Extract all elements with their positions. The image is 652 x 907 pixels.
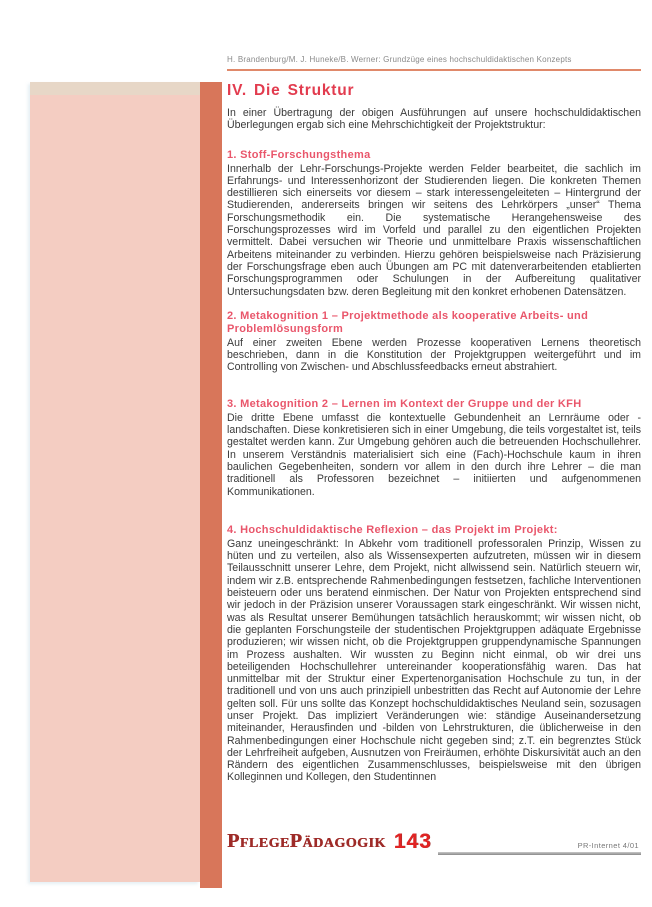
journal-logo [227, 828, 438, 855]
section-4-body: Ganz uneingeschränkt: In Abkehr vom traditionell professoralen Prinzip, Wissen zu hüten und zu verteilen, also als Wissensexperten aufzutreten, müssen wir in diesem Teilausschnitt unserer Lehre, dem Projekt, nicht allwissend sein. Natürlich steuern wir, indem wir z.B. entsprechende Rahmenbedingungen festsetzen, fachliche Interventionen beisteuern oder uns beratend einmischen. Der Natur von Projekten entsprechend sind wir jedoch in der Präzision unserer Voraussagen stark eingeschränkt. Wir wissen nicht, was als Resultat unserer Bemühungen tatsächlich herauskommt; wir wissen nicht, ob die geplanten Forschungsteile der studentischen Projektgruppen adäquate Ergebnisse produzieren; wir wissen nicht, ob die Projektgruppen gruppendynamische Spannungen im Prozess aushalten. Wir wussten zu Beginn nicht einmal, ob wir drei uns beteiligenden Hochschullehrer untereinander kooperationsfähig waren. Das hat unmittelbar mit der Struktur einer Expertenorganisation Hochschule zu tun, in der traditionell und von uns auch prinzipiell unbestritten das Recht auf Autonomie der Lehre gelten soll. Für uns sollte das Konzept hochschuldidaktisches Neuland sein, sozusagen unser Projekt. Das impliziert Veränderungen wie: ständige Auseinandersetzung miteinander, Herausfinden und -bilden von Lehrstrukturen, die üblicherweise in den Rahmenbedingungen einer Hochschule nicht gegeben sind; z.T. ein begrenztes Stück der Lehrfreiheit aufgeben, Ausnutzen von Freiräumen, erhöhte Diskursivität auch an den Rändern des eigentlichen Zusammenschlusses, beispielsweise mit den übrigen Kolleginnen und Kollegen, den Studentinnen [227, 537, 641, 784]
intro-paragraph: In einer Übertragung der obigen Ausführungen auf unsere hochschuldidaktischen Überlegungen ergab sich eine Mehrschichtigkeit der Projektstruktur: [227, 107, 641, 132]
sidebar-pink-block [30, 82, 200, 882]
section-2 [227, 310, 641, 374]
page-title: IV. Die Struktur [227, 82, 355, 99]
sidebar-beige-strip [30, 82, 200, 95]
running-header: H. Brandenburg/M. J. Huneke/B. Werner: Grundzüge eines hochschuldidaktischen Konzepts [227, 55, 641, 71]
section-3 [227, 398, 641, 498]
section-1-heading: 1. Stoff-Forschungsthema [227, 148, 371, 161]
section-1 [227, 149, 641, 298]
section-2-body: Auf einer zweiten Ebene werden Prozesse kooperativen Lernens theoretisch beschrieben, dann in die Konstitution der Projektgruppen weitergeführt und im Controlling von Zwischen- und Abschlussfeedbacks erneut abstrahiert. [227, 336, 641, 374]
journal-name: PflegePädagogik [227, 830, 386, 852]
text-column [227, 0, 641, 784]
section-3-heading: 3. Metakognition 2 – Lernen im Kontext der Gruppe und der KFH [227, 397, 582, 410]
section-1-body: Innerhalb der Lehr-Forschungs-Projekte werden Felder bearbeitet, die sachlich im Erfahrungs- und Interessenhorizont der Studierenden liegen. Die konkreten Themen destillieren sich einerseits vor diesem – stark interessengeleiteten – Hintergrund der Studierenden, andererseits bringen wir seitens des Lehrkörpers „unser“ Thema Forschungsmethodik ein. Die systematische Herangehensweise des Forschungsprozesses wird im Vorfeld und parallel zu den eigentlichen Projekten vermittelt. Dabei versuchen wir Theorie und unmittelbare Praxis wissenschaftlichen Arbeitens miteinander zu verbinden. Hierzu gehören beispielsweise nach Präzisierung der Forschungsfrage eben auch Übungen am PC mit datenverarbeitenden etablierten Forschungsprogrammen oder Schulungen in der Aufbereitung qualitativer Untersuchungsdaten bzw. deren Begleitung mit den konkret erhobenen Datensätzen. [227, 162, 641, 298]
section-4-heading: 4. Hochschuldidaktische Reflexion – das Projekt im Projekt: [227, 523, 558, 536]
section-2-heading: 2. Metakognition 1 – Projektmethode als kooperative Arbeits- und Problemlösungsform [227, 309, 589, 335]
sidebar-salmon-stripe [200, 82, 222, 888]
issue-label: PR-Internet 4/01 [577, 841, 639, 850]
page-number: 143 [393, 830, 432, 853]
section-3-body: Die dritte Ebene umfasst die kontextuelle Gebundenheit an Lernräume oder -landschaften. Diese konkretisieren sich in einer Umgebung, die teils vorgestaltet ist, teils gestaltet werden kann. Zur Umgebung gehören auch die betreuenden Hochschullehrer. In unserem Verständnis materialisiert sich eine (Fach)-Hochschule kaum in ihren baulichen Gegebenheiten, sondern vor allem in den durch ihre Lehrer – die man traditionell als Professoren bezeichnet – initiierten und aufgenommenen Kommunikationen. [227, 411, 641, 498]
section-4 [227, 524, 641, 784]
page-footer [227, 828, 641, 860]
